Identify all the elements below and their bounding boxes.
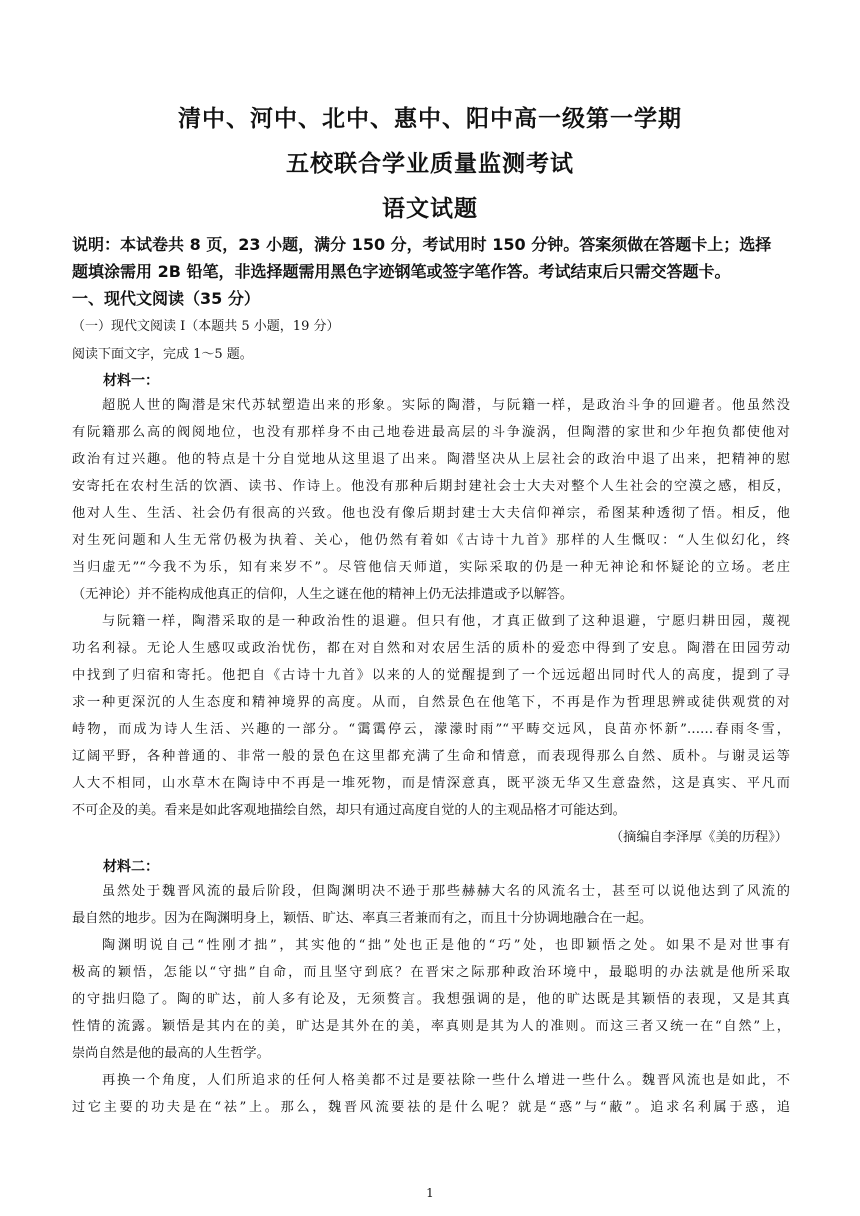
page-number: 1 [426,1186,434,1200]
material-1-line: 峙物，而成为诗人生活、兴趣的一部分。“霭霭停云，濛濛时雨”“平畴交远风，良苗亦怀新”……春雨冬雪， [72,722,790,737]
material-1-line: 人大不相同，山水草木在陶诗中不再是一堆死物，而是情深意真，既平淡无华又生意盎然，这是真实、平凡而 [72,776,790,791]
material-2-label: 材料二： [103,859,159,875]
material-1-line: （无神论）并不能构成他真正的信仰，人生之谜在他的精神上仍无法排遣或予以解答。 [72,587,574,602]
material-1-line: 安寄托在农村生活的饮酒、读书、作诗上。他没有那种后期封建社会士大夫对整个人生社会的空漠之感，相反， [72,479,790,494]
section-heading: 一、现代文阅读（35 分） [72,289,260,308]
material-1-line: 他对人生、生活、社会仍有很高的兴致。他也没有像后期封建士大夫信仰禅宗，希图某种透彻了悟。相反，他 [72,506,790,521]
material-1-line: 辽阔平野，各种普通的、非常一般的景色在这里都充满了生命和情意，而表现得那么自然、质朴。与谢灵运等 [72,749,790,764]
material-1-line: 有阮籍那么高的阀阅地位，也没有那样身不由己地卷进最高层的斗争漩涡，但陶潜的家世和少年抱负都使他对 [72,425,790,440]
material-1-line: 求一种更深沉的人生态度和精神境界的高度。从而，自然景色在他笔下，不再是作为哲理思辨或徒供观赏的对 [72,695,790,710]
subsection-heading: （一）现代文阅读 I（本题共 5 小题，19 分） [72,319,340,334]
material-1-line: 与阮籍一样，陶潜采取的是一种政治性的退避。但只有他，才真正做到了这种退避，宁愿归耕田园，蔑视 [102,614,790,629]
material-2-line: 最自然的地步。因为在陶渊明身上，颖悟、旷达、率真三者兼而有之，而且十分协调地融合在一起。 [72,911,653,926]
material-1-line: 当归虚无”“今我不为乐，知有来岁不”。尽管他信天师道，实际采取的仍是一种无神论和怀疑论的立场。老庄 [72,560,790,575]
material-1-line: 超脱人世的陶潜是宋代苏轼塑造出来的形象。实际的陶潜，与阮籍一样，是政治斗争的回避者。他虽然没 [102,398,790,413]
material-2-line: 崇尚自然是他的最高的人生哲学。 [72,1046,270,1061]
instructions-line: 题填涂需用 2B 铅笔，非选择题需用黑色字迹钢笔或签字笔作答。考试结束后只需交答题卡。 [72,262,731,281]
material-1-label: 材料一： [103,373,159,389]
exam-title-name: 五校联合学业质量监测考试 [286,151,574,177]
material-1-line: 不可企及的美。看来是如此客观地描绘自然，却只有通过高度自觉的人的主观品格才可能达到。 [72,803,626,818]
material-2-line: 性情的流露。颖悟是其内在的美，旷达是其外在的美，率真则是其为人的准则。而这三者又统一在“自然”上， [72,1019,790,1034]
material-2-line: 的守拙归隐了。陶的旷达，前人多有论及，无须赘言。我想强调的是，他的旷达既是其颖悟的表现，又是其真 [72,992,790,1007]
material-2-line: 过它主要的功夫是在“祛”上。那么，魏晋风流要祛的是什么呢？就是“惑”与“蔽”。追求名利属于惑，追 [72,1100,790,1115]
material-1-source: （摘编自李泽厚《美的历程》） [609,830,788,845]
material-2-line: 再换一个角度，人们所追求的任何人格美都不过是要祛除一些什么增进一些什么。魏晋风流也是如此，不 [102,1073,790,1088]
material-1-line: 政治有过兴趣。他的特点是十分自觉地从这里退了出来。陶潜坚决从上层社会的政治中退了出来，把精神的慰 [72,452,790,467]
material-2-line: 极高的颖悟，怎能以“守拙”自命，而且坚守到底？在晋宋之际那种政治环境中，最聪明的办法就是他所采取 [72,965,790,980]
material-1-line: 对生死问题和人生无常仍极为执着、关心，他仍然有着如《古诗十九首》那样的人生慨叹：“人生似幻化，终 [72,533,790,548]
material-1-line: 中找到了归宿和寄托。他把自《古诗十九首》以来的人的觉醒提到了一个远远超出同时代人的高度，提到了寻 [72,668,790,683]
material-1-line: 功名利禄。无论人生感叹或政治忧伤，都在对自然和对农居生活的质朴的爱恋中得到了安息。陶潜在田园劳动 [72,641,790,656]
material-2-line: 陶渊明说自己“性刚才拙”，其实他的“拙”处也正是他的“巧”处，也即颖悟之处。如果不是对世事有 [102,938,790,953]
material-2-line: 虽然处于魏晋风流的最后阶段，但陶渊明决不逊于那些赫赫大名的风流名士，甚至可以说他达到了风流的 [102,884,790,899]
instructions-line: 说明：本试卷共 8 页，23 小题，满分 150 分，考试用时 150 分钟。答案须做在答题卡上；选择 [72,235,772,254]
exam-title-schools: 清中、河中、北中、惠中、阳中高一级第一学期 [178,106,682,132]
reading-directions: 阅读下面文字，完成 1～5 题。 [72,347,253,362]
exam-title-subject: 语文试题 [382,196,478,222]
